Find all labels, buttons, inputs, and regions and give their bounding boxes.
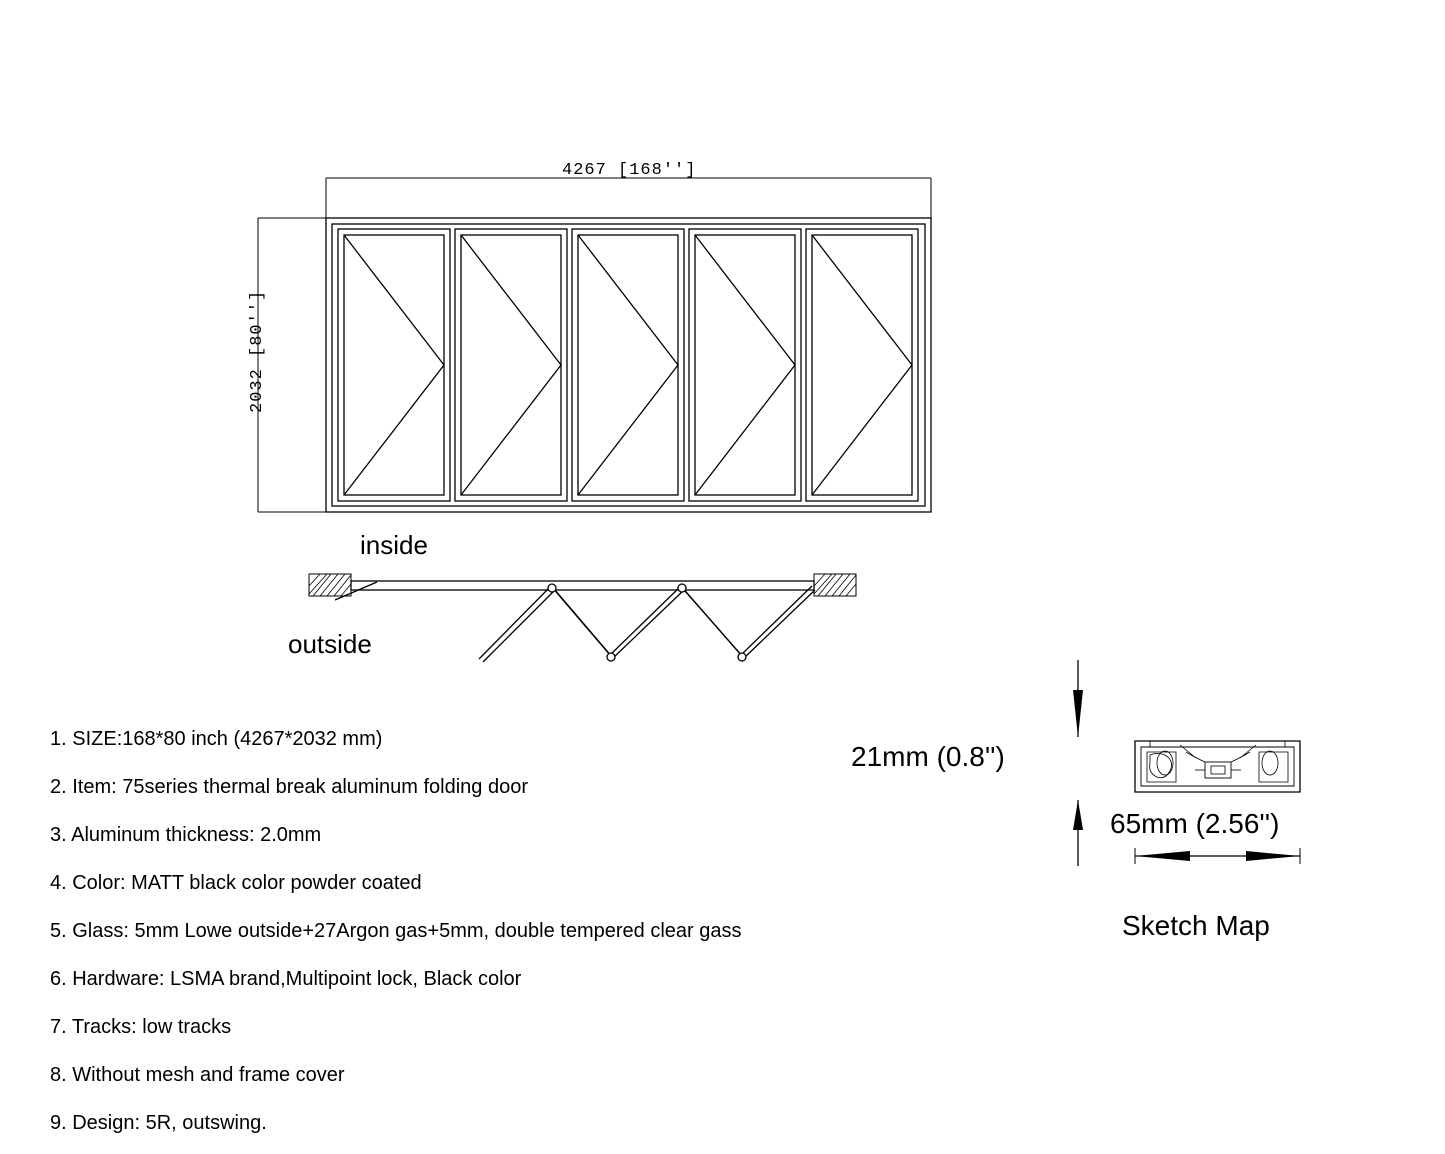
sketch-depth-dimension-label: 21mm (0.8'')	[851, 741, 1005, 772]
sketch-width-dimension-label: 65mm (2.56'')	[1110, 808, 1280, 839]
wall-block-left	[309, 574, 351, 596]
spec-item-1: 1. SIZE:168*80 inch (4267*2032 mm)	[50, 728, 383, 750]
inside-label: inside	[360, 530, 428, 560]
spec-item-2: 2. Item: 75series thermal break aluminum folding door	[50, 776, 529, 798]
spec-item-3: 3. Aluminum thickness: 2.0mm	[50, 824, 322, 846]
door-panel-1	[338, 229, 450, 501]
track-profile-section	[1135, 741, 1300, 792]
wall-block-right	[814, 574, 856, 596]
door-panel-3	[572, 229, 684, 501]
height-dimension	[258, 218, 931, 512]
width-dimension-label: 4267 [168'']	[562, 161, 697, 180]
width-dimension	[326, 178, 931, 512]
outside-label: outside	[288, 629, 372, 659]
folding-panels-plan	[479, 584, 815, 662]
spec-item-4: 4. Color: MATT black color powder coated	[50, 872, 422, 894]
plan-view	[309, 574, 856, 662]
specification-list	[50, 722, 950, 1154]
spec-item-9: 9. Design: 5R, outswing.	[50, 1112, 267, 1134]
sketch-map-title: Sketch Map	[1122, 910, 1270, 941]
door-outer-frame	[326, 218, 931, 512]
door-panel-5	[806, 229, 918, 501]
sketch-height-dimension	[1073, 660, 1083, 866]
door-panel-2	[455, 229, 567, 501]
spec-item-5: 5. Glass: 5mm Lowe outside+27Argon gas+5mm, double tempered clear gass	[50, 920, 742, 942]
spec-item-6: 6. Hardware: LSMA brand,Multipoint lock, Black color	[50, 968, 522, 990]
door-panel-4	[689, 229, 801, 501]
spec-item-7: 7. Tracks: low tracks	[50, 1016, 232, 1038]
height-dimension-label: 2032 [80'']	[248, 289, 267, 413]
sketch-width-dimension	[1135, 848, 1300, 864]
spec-item-8: 8. Without mesh and frame cover	[50, 1064, 345, 1086]
